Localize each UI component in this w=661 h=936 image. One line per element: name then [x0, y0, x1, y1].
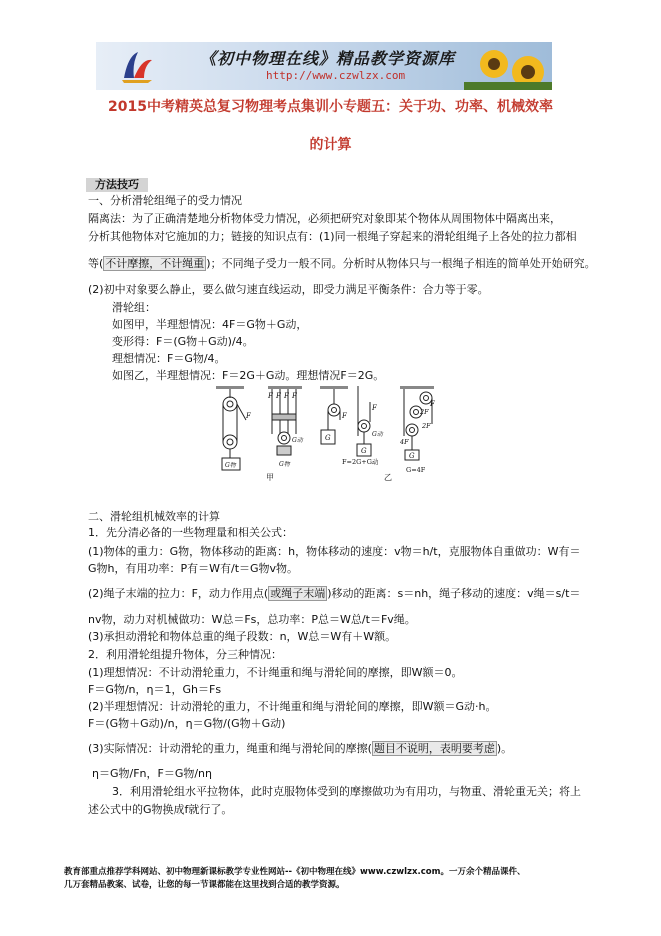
formula-line: η＝G物/Fn，F＝G物/nη [92, 767, 213, 780]
text-line: 隔离法：为了正确清楚地分析物体受力情况，必须把研究对象即某个物体从周围物体中隔离出来， [88, 212, 561, 225]
label-4F: 4F [400, 438, 409, 446]
text-line: 滑轮组： [112, 301, 156, 314]
footer-line-2: 几万套精品教案、试卷，让您的每一节课都能在这里找到合适的教学资源。 [64, 880, 345, 890]
text-line: (2)初中对象要么静止，要么做匀速直线运动，即受力满足平衡条件：合力等于零。 [88, 283, 489, 296]
label-G: G [361, 447, 367, 455]
label-F: F [268, 392, 273, 400]
label-G-dong: G动 [292, 437, 303, 444]
text-fragment: 等( [88, 257, 104, 270]
formula-line: (2)半理想情况：计动滑轮的重力，不计绳重和绳与滑轮间的摩擦，即W额＝G动·h。 [88, 700, 497, 713]
footer-line-1: 教育部重点推荐学科网站、初中物理新课标教学专业性网站--《初中物理在线》www.czwlzx.com。一万余个精品课件、 [64, 867, 526, 877]
text-line [88, 257, 596, 271]
formula-line: nv物，动力对机械做功：W总＝Fs，总功率：P总＝W总/t＝Fv绳。 [88, 613, 416, 626]
text-line [88, 742, 512, 756]
formula-line: 如图甲，半理想情况：4F＝G物＋G动， [112, 318, 308, 331]
text-fragment: (3)实际情况：计动滑轮的重力，绳重和绳与滑轮间的摩擦( [88, 742, 372, 755]
doc-title-line1: 2015中考精英总复习物理考点集训小专题五：关于功、功率、机械效率 [108, 99, 553, 115]
highlighted-note: 题目不说明，表明要考虑 [373, 742, 495, 755]
formula-line: G物h，有用功率：P有＝W有/t＝G物v物。 [88, 562, 299, 575]
label-F: F [276, 392, 281, 400]
text-line: 分析其他物体对它施加的力；链接的知识点有：(1)同一根绳子穿起来的滑轮组绳子上各处的拉力都相 [88, 230, 577, 243]
formula-line: 如图乙，半理想情况：F＝2G＋G动。理想情况F＝2G。 [112, 369, 385, 382]
text-line: 1．先分清必备的一些物理量和相关公式： [88, 526, 293, 539]
banner-url[interactable]: http://www.czwlzx.com [266, 69, 406, 82]
text-fragment: )。 [496, 742, 513, 755]
label-F: F [342, 412, 347, 420]
banner-title: 《初中物理在线》精品教学资源库 [200, 49, 456, 68]
equation-label: F=2G+G动 [342, 458, 379, 466]
label-G-dong: G动 [372, 431, 383, 438]
pulley-figure [216, 384, 434, 484]
formula-line [88, 587, 580, 601]
equation-label: G=4F [406, 466, 426, 474]
label-F: F [430, 400, 435, 408]
heading-2: 二、滑轮组机械效率的计算 [88, 510, 220, 523]
formula-line: 变形得：F＝(G物＋G动)/4。 [112, 335, 254, 348]
label-G-obj: G物 [225, 462, 236, 469]
label-G-obj: G物 [279, 461, 290, 468]
formula-line: 理想情况：F＝G物/4。 [112, 352, 226, 365]
formula-line: (1)物体的重力：G物，物体移动的距离：h，物体移动的速度：v物＝h/t，克服物体自重做功：W有＝ [88, 545, 581, 558]
highlighted-note: 不计摩擦，不计绳重 [105, 257, 205, 270]
text-fragment: )移动的距离：s＝nh，绳子移动的速度：v绳＝s/t＝ [327, 587, 581, 600]
heading-1: 一、分析滑轮组绳子的受力情况 [88, 194, 242, 207]
label-2F: 2F [420, 408, 429, 416]
label-F: F [292, 392, 297, 400]
text-line: 3．利用滑轮组水平拉物体，此时克服物体受到的摩擦做功为有用功，与物重、滑轮重无关；将上 [112, 785, 581, 798]
text-line: 述公式中的G物换成f就行了。 [88, 803, 233, 816]
text-line: 2．利用滑轮组提升物体，分三种情况： [88, 648, 282, 661]
highlighted-note: 或绳子末端 [270, 587, 326, 600]
label-F: F [246, 412, 251, 420]
formula-line: (3)承担动滑轮和物体总重的绳子段数：n，W总＝W有＋W额。 [88, 630, 397, 643]
doc-title-line2: 的计算 [309, 137, 352, 153]
text-fragment: )；不同绳子受力一般不同。分析时从物体只与一根绳子相连的简单处开始研究。 [206, 257, 596, 270]
page-footer [64, 866, 624, 892]
site-logo-icon [118, 48, 156, 84]
formula-line: F＝(G物＋G动)/n，η＝G物/(G物＋G动) [88, 717, 286, 730]
sunflower-icon [464, 42, 552, 90]
figure-label-jia: 甲 [266, 473, 274, 482]
text-fragment: (2)绳子末端的拉力：F，动力作用点( [88, 587, 269, 600]
figure-label-yi: 乙 [384, 473, 392, 482]
formula-line: F＝G物/n，η＝1，Gh＝Fs [88, 683, 222, 696]
label-F: F [372, 404, 377, 412]
site-banner [96, 42, 552, 90]
section-label-methods: 方法技巧 [86, 178, 148, 192]
label-G: G [325, 434, 331, 442]
label-F: F [284, 392, 289, 400]
formula-line: (1)理想情况：不计动滑轮重力，不计绳重和绳与滑轮间的摩擦，即W额＝0。 [88, 666, 463, 679]
label-G: G [409, 452, 415, 460]
label-2F: 2F [422, 422, 431, 430]
